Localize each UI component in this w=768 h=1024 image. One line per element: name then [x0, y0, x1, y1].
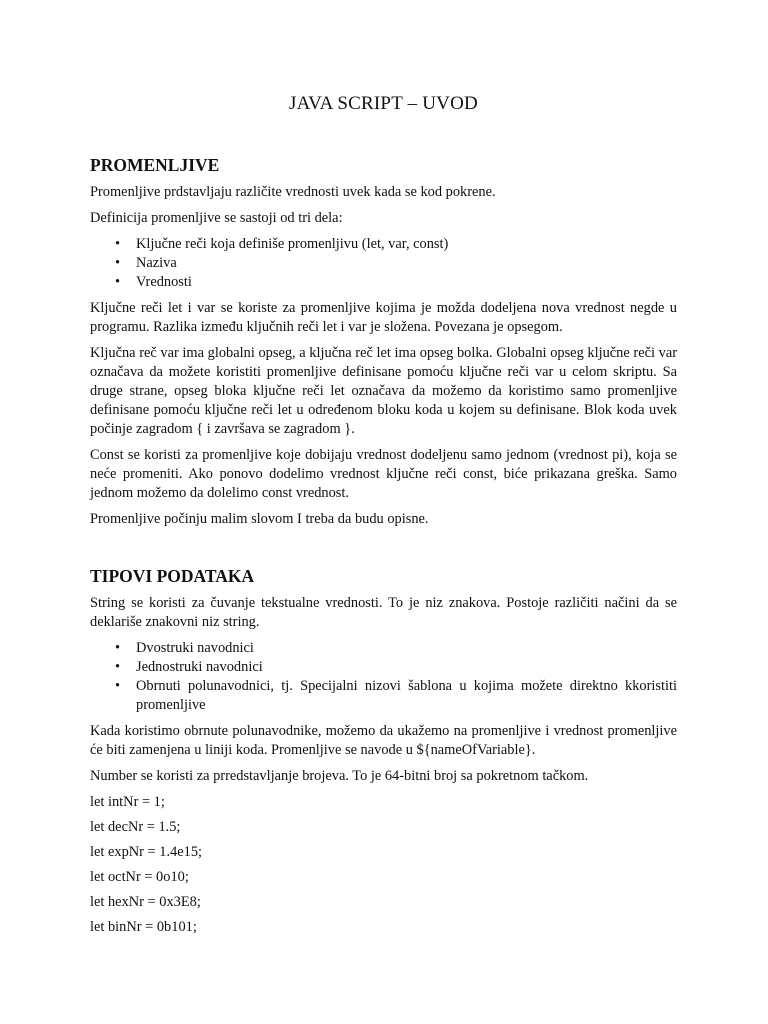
bullet-list [90, 235, 677, 292]
code-line: let intNr = 1; [90, 794, 165, 810]
paragraph: Number se koristi za prredstavljanje brojeva. To je 64-bitni broj sa pokretnom tačkom. [90, 768, 589, 784]
bullet-icon: • [115, 678, 121, 694]
paragraph: Promenljive počinju malim slovom I treba da budu opisne. [90, 511, 429, 527]
bullet-icon: • [115, 659, 121, 675]
list-item-text: Obrnuti polunavodnici, tj. Specijalni nizovi šablona u kojima možete direktno kkoristiti promenljive [136, 678, 677, 713]
code-line: let octNr = 0o10; [90, 869, 189, 885]
code-line: let decNr = 1.5; [90, 819, 181, 835]
section-tipovi-podataka [90, 565, 677, 937]
list-item [115, 677, 677, 715]
paragraph: Kada koristimo obrnute polunavodnike, možemo da ukažemo na promenljive i vrednost promenljive će biti zamenjena u liniji koda. Promenljive se navode u ${nameOfVariable}. [90, 723, 677, 758]
document-title: JAVA SCRIPT – UVOD [289, 93, 478, 114]
paragraph: Definicija promenljive se sastoji od tri dela: [90, 210, 343, 226]
paragraph: Promenljive prdstavljaju različite vrednosti uvek kada se kod pokrene. [90, 184, 496, 200]
section-promenljive [90, 154, 677, 529]
list-item-text: Vrednosti [136, 274, 192, 290]
section-heading: TIPOVI PODATAKA [90, 566, 255, 586]
list-item-text: Jednostruki navodnici [136, 659, 263, 675]
paragraph: String se koristi za čuvanje tekstualne vrednosti. To je niz znakova. Postoje različiti načini da se deklariše znakovni niz string. [90, 595, 677, 630]
code-line: let binNr = 0b101; [90, 919, 197, 935]
list-item [115, 235, 677, 254]
list-item-text: Naziva [136, 255, 177, 271]
code-line: let expNr = 1.4e15; [90, 844, 203, 860]
paragraph: Ključne reči let i var se koriste za promenljive kojima je možda dodeljena nova vrednost negde u programu. Razlika između ključnih reči let i var je složena. Povezana je opsegom. [90, 300, 677, 335]
bullet-list [90, 639, 677, 715]
bullet-icon: • [115, 640, 121, 656]
list-item [115, 639, 677, 658]
section-heading: PROMENLJIVE [90, 155, 220, 175]
list-item [115, 273, 677, 292]
code-line: let hexNr = 0x3E8; [90, 894, 201, 910]
paragraph: Ključna reč var ima globalni opseg, a ključna reč let ima opseg bolka. Globalni opseg ključne reči var označava da možete koristiti promenljive definisane pomoću ključne reči var u celom skriptu. Sa druge strane, opseg bloka ključne reči let označava da možemo da koristimo samo promenljive definisane pomoću ključne reči let u određenom bloku koda u kojem su definisane. Blok koda uvek počinje zagradom { i završava se zagradom }. [90, 345, 677, 437]
bullet-icon: • [115, 274, 121, 290]
list-item-text: Dvostruki navodnici [136, 640, 254, 656]
list-item [115, 254, 677, 273]
list-item [115, 658, 677, 677]
document-body [90, 92, 677, 943]
paragraph: Const se koristi za promenljive koje dobijaju vrednost dodeljenu samo jednom (vrednost pi), koja se neće promeniti. Ako ponovo dodelimo vrednost ključne reči const, biće prikazana greška. Samo jednom možemo da dolelimo const vrednost. [90, 447, 677, 501]
bullet-icon: • [115, 255, 121, 271]
bullet-icon: • [115, 236, 121, 252]
list-item-text: Ključne reči koja definiše promenljivu (let, var, const) [136, 236, 449, 252]
